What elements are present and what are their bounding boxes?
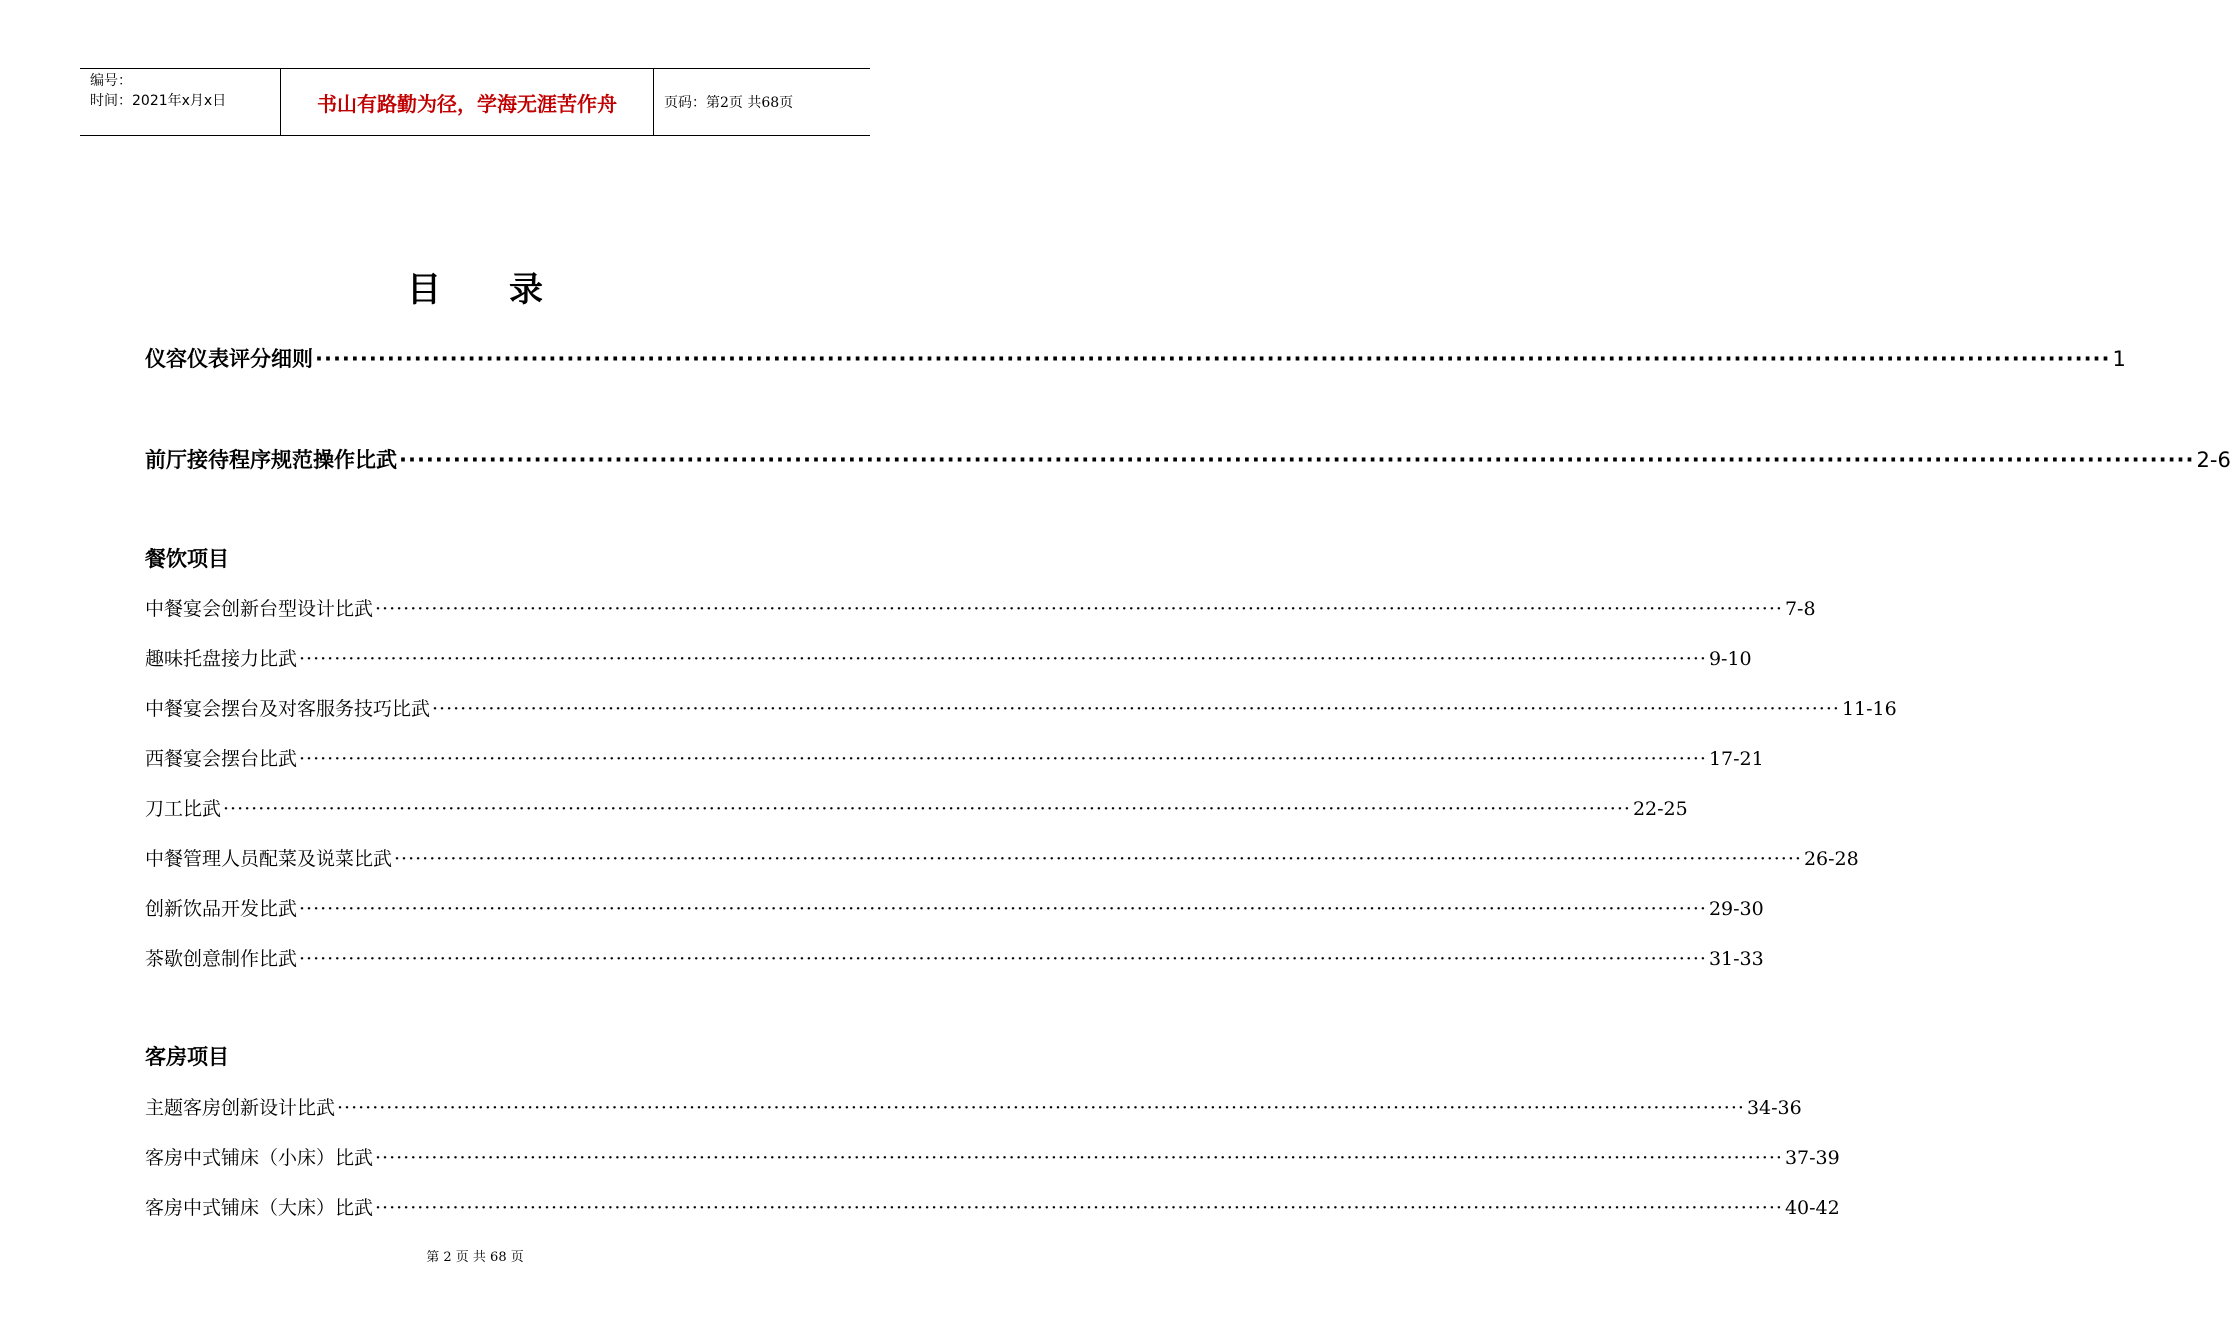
toc-entry-page: 2-6 (2196, 448, 2231, 472)
toc-entry-page: 29-30 (1708, 898, 1764, 920)
toc-entry[interactable] (145, 894, 1764, 921)
toc-entry-page: 17-21 (1708, 748, 1764, 770)
toc-entry[interactable] (145, 594, 1816, 621)
toc-entry-label: 刀工比武 (145, 798, 222, 820)
toc-leader-dots: ········································································································································································································ (432, 698, 1840, 720)
toc-leader-dots: ········································································································································································································ (375, 1197, 1783, 1219)
toc-entry-page: 37-39 (1784, 1147, 1840, 1169)
toc-entry[interactable] (145, 644, 1752, 671)
toc-entry-page: 40-42 (1784, 1197, 1840, 1219)
toc-leader-dots: ········································································································································································································ (299, 748, 1707, 770)
toc-entry-label: 仪容仪表评分细则 (145, 347, 313, 371)
toc-entry[interactable] (145, 1193, 1840, 1220)
toc-leader-dots: ········································································································································································································ (315, 347, 2111, 371)
toc-entry-label: 中餐宴会摆台及对客服务技巧比武 (145, 698, 431, 720)
page-footer: 第 2 页 共 68 页 (426, 1250, 524, 1265)
toc-entry-label: 中餐宴会创新台型设计比武 (145, 598, 374, 620)
section-heading-dining: 餐饮项目 (145, 547, 229, 571)
toc-entry[interactable] (145, 944, 1764, 971)
header-motto: 书山有路勤为径，学海无涯苦作舟 (281, 69, 654, 135)
header-time: 时间：2021年x月x日 (90, 93, 227, 109)
toc-entry[interactable] (145, 844, 1859, 871)
toc-entry[interactable] (145, 794, 1688, 821)
toc-leader-dots: ········································································································································································································ (337, 1097, 1745, 1119)
toc-leader-dots: ········································································································································································································ (299, 648, 1707, 670)
toc-entry[interactable] (145, 744, 1764, 771)
toc-entry-label: 创新饮品开发比武 (145, 898, 298, 920)
toc-entry-label: 客房中式铺床（大床）比武 (145, 1197, 374, 1219)
toc-entry[interactable] (145, 343, 2126, 373)
toc-entry-page: 26-28 (1803, 848, 1859, 870)
toc-entry-label: 前厅接待程序规范操作比武 (145, 448, 397, 472)
toc-entry-page: 22-25 (1632, 798, 1688, 820)
toc-leader-dots: ········································································································································································································ (299, 948, 1707, 970)
header-page-info: 页码：第2页 共68页 (664, 95, 794, 111)
toc-entry-label: 中餐管理人员配菜及说菜比武 (145, 848, 393, 870)
toc-entry-page: 7-8 (1784, 598, 1816, 620)
toc-entry[interactable] (145, 694, 1897, 721)
toc-entry-label: 西餐宴会摆台比武 (145, 748, 298, 770)
toc-leader-dots: ········································································································································································································ (223, 798, 1631, 820)
toc-entry-label: 主题客房创新设计比武 (145, 1097, 336, 1119)
toc-entry[interactable] (145, 444, 2231, 474)
toc-entry-page: 1 (2112, 347, 2126, 371)
section-heading-rooms: 客房项目 (145, 1045, 229, 1069)
toc-leader-dots: ········································································································································································································ (299, 898, 1707, 920)
header-number: 编号： (90, 73, 132, 89)
page-title: 目录 (407, 270, 611, 310)
toc-entry-label: 客房中式铺床（小床）比武 (145, 1147, 374, 1169)
toc-entry-page: 9-10 (1708, 648, 1752, 670)
toc-entry-page: 11-16 (1841, 698, 1897, 720)
toc-leader-dots: ········································································································································································································ (399, 448, 2195, 472)
header-meta (80, 69, 281, 135)
toc-leader-dots: ········································································································································································································ (394, 848, 1802, 870)
toc-leader-dots: ········································································································································································································ (375, 1147, 1783, 1169)
toc-entry[interactable] (145, 1093, 1802, 1120)
toc-entry-page: 31-33 (1708, 948, 1764, 970)
toc-leader-dots: ········································································································································································································ (375, 598, 1783, 620)
page-header (80, 68, 870, 136)
toc-entry-label: 茶歇创意制作比武 (145, 948, 298, 970)
toc-entry[interactable] (145, 1143, 1840, 1170)
toc-entry-label: 趣味托盘接力比武 (145, 648, 298, 670)
toc-entry-page: 34-36 (1746, 1097, 1802, 1119)
